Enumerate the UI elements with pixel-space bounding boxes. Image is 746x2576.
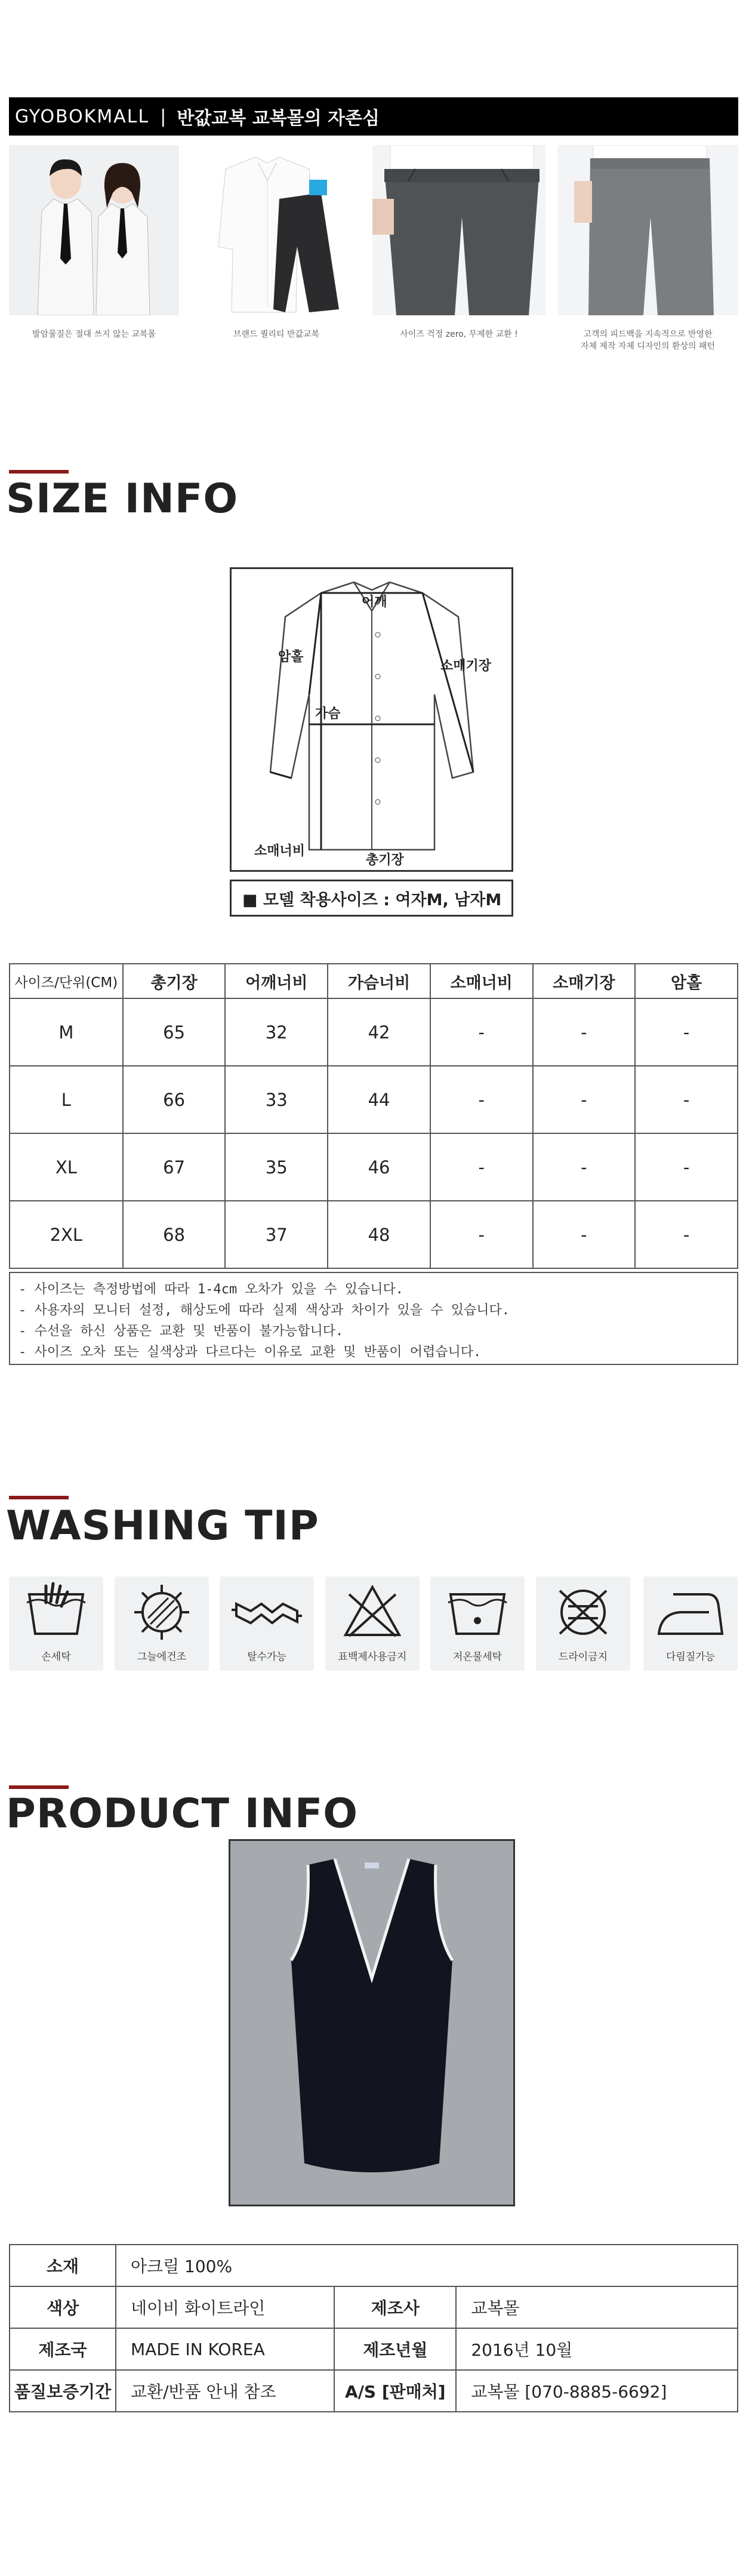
size-info-accent-line	[9, 470, 69, 474]
wash-label: 그늘에건조	[137, 1651, 187, 1663]
table-row	[10, 998, 738, 1066]
size-cell: 48	[328, 1201, 430, 1268]
product-info-title: PRODUCT INFO	[6, 1790, 359, 1837]
size-cell: 46	[328, 1133, 430, 1201]
size-cell: -	[635, 1201, 738, 1268]
label-sleeve-width: 소매너비	[254, 844, 306, 859]
warranty-label: 품질보증기간	[10, 2370, 116, 2412]
size-cell: -	[533, 998, 636, 1066]
feature-caption-3: 사이즈 걱정 zero, 무제한 교환 !	[400, 330, 518, 339]
size-cell: -	[533, 1066, 636, 1133]
size-cell: 44	[328, 1066, 430, 1133]
size-header-cell: 사이즈/단위(CM)	[10, 964, 123, 998]
size-cell: 2XL	[10, 1201, 123, 1268]
size-cell: 35	[225, 1133, 328, 1201]
size-cell: 32	[225, 998, 328, 1066]
washing-tip-title: WASHING TIP	[6, 1502, 319, 1550]
warranty-value: 교환/반품 안내 참조	[116, 2370, 334, 2412]
size-header-cell: 소매너비	[430, 964, 533, 998]
label-chest: 가슴	[315, 706, 341, 721]
size-cell: 33	[225, 1066, 328, 1133]
product-photo-vest	[229, 1839, 515, 2206]
washing-tip-accent-line	[9, 1496, 69, 1499]
size-header-cell: 총기장	[123, 964, 226, 998]
maker-label: 제조사	[334, 2286, 456, 2328]
label-total-length: 총기장	[366, 853, 404, 868]
table-row	[10, 1066, 738, 1133]
size-cell: -	[635, 1133, 738, 1201]
size-table	[9, 963, 738, 1269]
material-value: 아크릴 100%	[116, 2245, 738, 2286]
size-cell: -	[430, 1133, 533, 1201]
as-label: A/S [판매처]	[334, 2370, 456, 2412]
banner-slogan: 반값교복 교복몰의 자존심	[177, 108, 380, 129]
wash-label: 저온물세탁	[452, 1651, 503, 1663]
table-row	[10, 2245, 738, 2286]
maker-value: 교복몰	[456, 2286, 738, 2328]
date-label: 제조년월	[334, 2328, 456, 2370]
label-shoulder: 어깨	[362, 595, 387, 610]
size-cell: -	[533, 1201, 636, 1268]
feature-photo-grey-pants	[372, 145, 545, 315]
country-value: MADE IN KOREA	[116, 2328, 334, 2370]
color-label: 색상	[10, 2286, 116, 2328]
table-row	[10, 1133, 738, 1201]
size-header-cell: 어깨너비	[225, 964, 328, 998]
as-value: 교복몰 [070-8885-6692]	[456, 2370, 738, 2412]
size-table-header	[10, 964, 738, 998]
size-header-cell: 암홀	[635, 964, 738, 998]
color-value: 네이비 화이트라인	[116, 2286, 334, 2328]
size-cell: XL	[10, 1133, 123, 1201]
size-note: - 사이즈는 측정방법에 따라 1-4cm 오차가 있을 수 있습니다.	[19, 1282, 403, 1297]
table-row	[10, 2286, 738, 2328]
product-info-accent-line	[9, 1785, 69, 1789]
country-label: 제조국	[10, 2328, 116, 2370]
brand-name: GYOBOKMALL	[15, 106, 150, 127]
table-row	[10, 2328, 738, 2370]
feature-photo-students	[9, 145, 179, 315]
size-cell: 42	[328, 998, 430, 1066]
size-cell: -	[635, 1066, 738, 1133]
size-note: - 사용자의 모니터 설정, 해상도에 따라 실제 색상과 차이가 있을 수 있습니다.	[19, 1303, 510, 1318]
feature-caption-4-line1: 고객의 피드백을 지속적으로 반영한	[583, 330, 713, 339]
feature-caption-4-line2: 자체 제작 자체 디자인의 환상의 패턴	[580, 342, 716, 351]
table-row	[10, 2370, 738, 2412]
size-note: - 수선을 하신 상품은 교환 및 반품이 불가능합니다.	[19, 1324, 344, 1339]
feature-caption-2: 브랜드 퀄리티 반값교복	[233, 330, 320, 339]
size-cell: 65	[123, 998, 226, 1066]
label-sleeve-length: 소매기장	[440, 659, 492, 674]
size-cell: 68	[123, 1201, 226, 1268]
table-row	[10, 1201, 738, 1268]
size-info-title: SIZE INFO	[6, 475, 239, 522]
feature-caption-4	[557, 328, 738, 352]
product-info-table	[9, 2244, 738, 2412]
size-cell: -	[430, 1201, 533, 1268]
size-cell: M	[10, 998, 123, 1066]
size-notes	[9, 1272, 738, 1365]
label-armhole: 암홀	[278, 650, 304, 665]
wash-label: 탈수가능	[247, 1651, 286, 1663]
wash-label: 드라이금지	[558, 1651, 608, 1663]
shirt-size-diagram	[230, 567, 513, 872]
size-cell: 66	[123, 1066, 226, 1133]
size-cell: L	[10, 1066, 123, 1133]
size-cell: -	[430, 998, 533, 1066]
wash-label: 손세탁	[41, 1651, 71, 1663]
size-note: - 사이즈 오차 또는 실색상과 다르다는 이유로 교환 및 반품이 어렵습니다.	[19, 1345, 482, 1360]
model-size-box: ■ 모델 착용사이즈 : 여자M, 남자M	[230, 880, 513, 917]
top-banner	[9, 97, 738, 136]
feature-caption-1: 발암물질은 절대 쓰지 않는 교복몰	[32, 330, 156, 339]
size-header-cell: 소매기장	[533, 964, 636, 998]
size-cell: -	[533, 1133, 636, 1201]
size-cell: -	[430, 1066, 533, 1133]
wash-label: 표백제사용금지	[338, 1651, 407, 1663]
feature-photo-grey-pants-pattern	[557, 145, 738, 315]
size-cell: 67	[123, 1133, 226, 1201]
material-label: 소재	[10, 2245, 116, 2286]
date-value: 2016년 10월	[456, 2328, 738, 2370]
wash-label: 다림질가능	[665, 1651, 716, 1663]
size-header-cell: 가슴너비	[328, 964, 430, 998]
banner-separator: |	[160, 106, 167, 127]
size-cell: 37	[225, 1201, 328, 1268]
size-cell: -	[635, 998, 738, 1066]
feature-photo-shirt-pants	[190, 145, 363, 315]
